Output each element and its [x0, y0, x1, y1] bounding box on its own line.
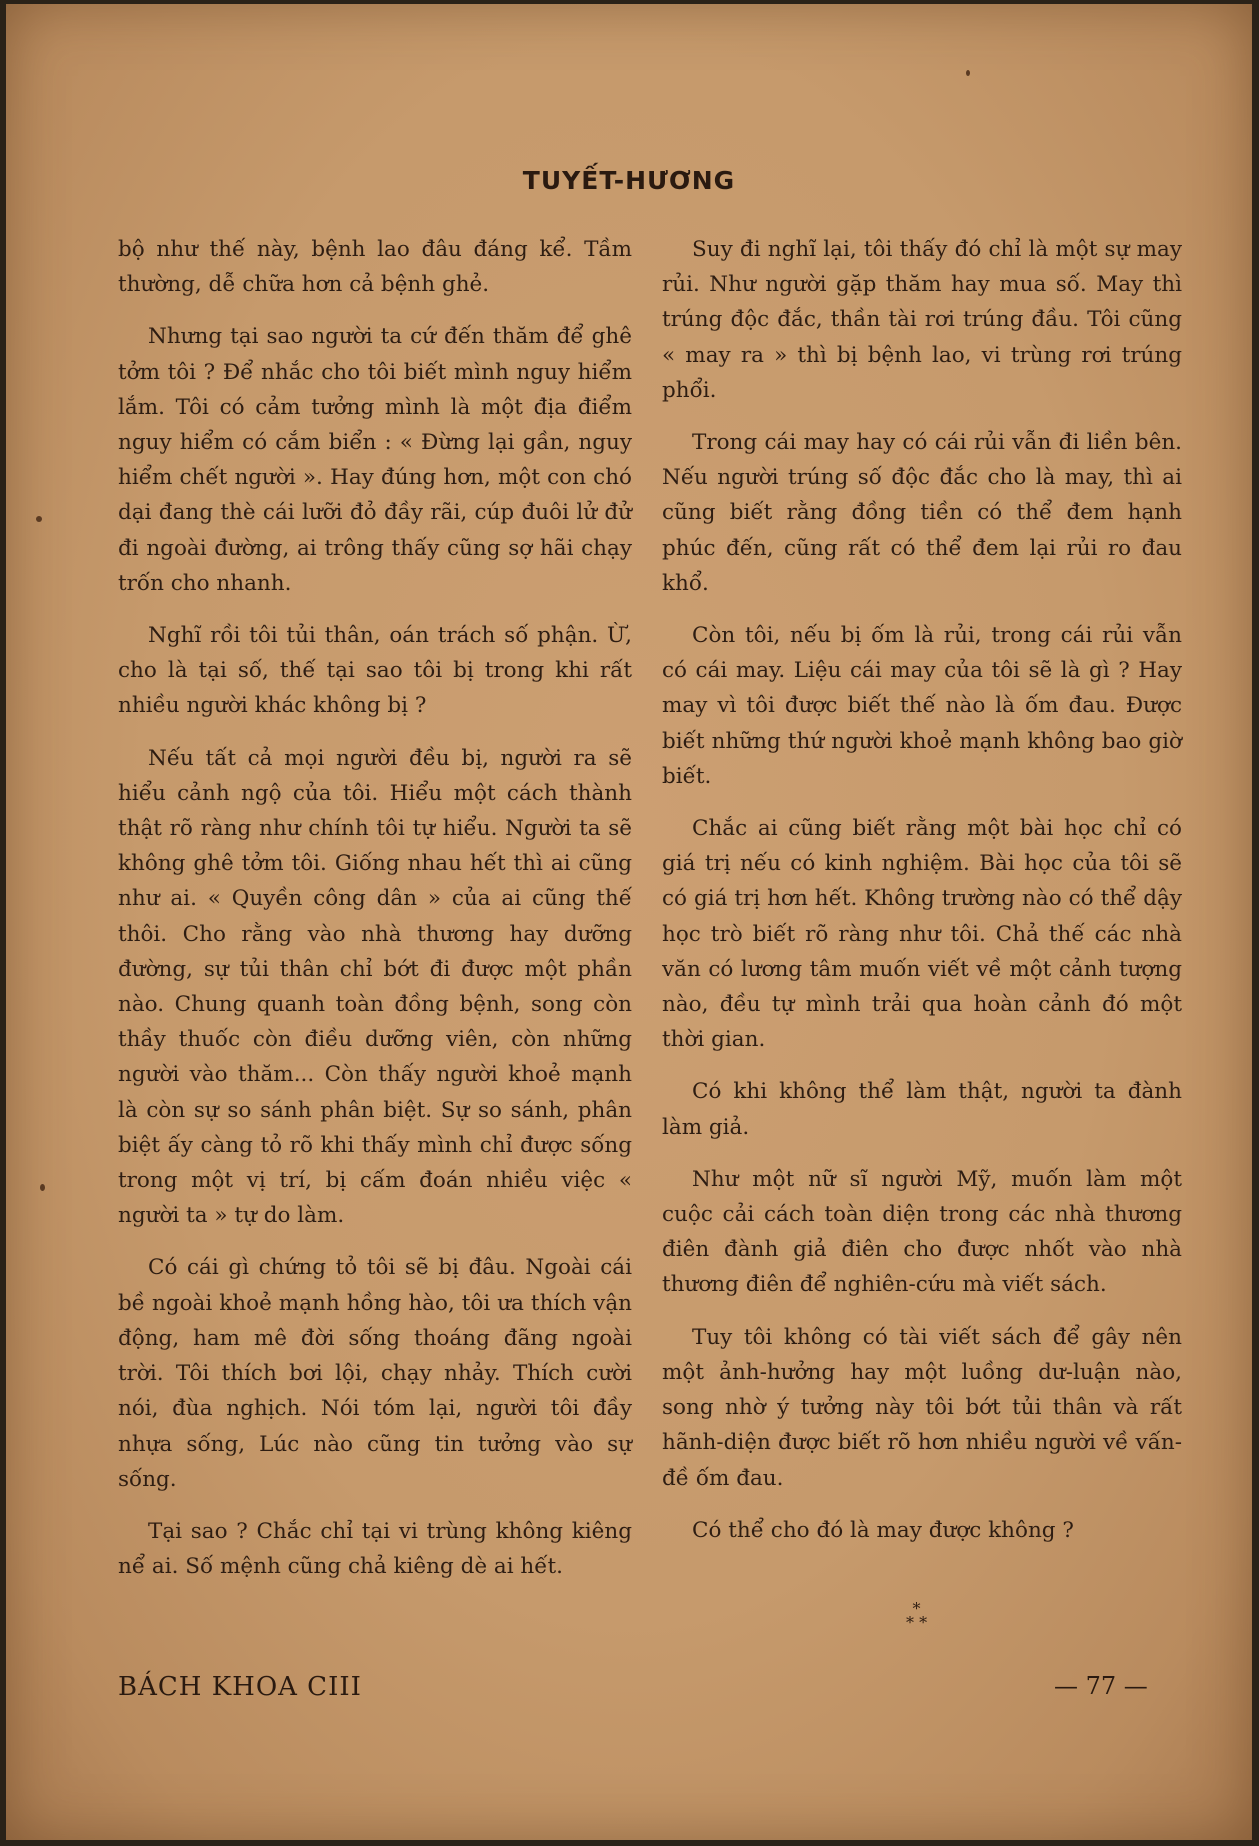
paragraph: Trong cái may hay có cái rủi vẫn đi liền bên. Nếu người trúng số độc đắc cho là may, thì ai cũng biết rằng đồng tiền có thể đem hạnh phúc đến, cũng rất có thể đem lại rủi ro đau khổ.: [662, 430, 1182, 596]
paragraph: Suy đi nghĩ lại, tôi thấy đó chỉ là một sự may rủi. Như người gặp thăm hay mua số. May thì trúng độc đắc, thần tài rơi trúng đầu. Tôi cũng « may ra » thì bị bệnh lao, vi trùng rơi trúng phổi.: [662, 237, 1182, 403]
paper-speck: [966, 70, 970, 76]
magazine-page: [6, 4, 1252, 1840]
paragraph: Nếu tất cả mọi người đều bị, người ra sẽ hiểu cảnh ngộ của tôi. Hiểu một cách thành thật rõ ràng như chính tôi tự hiểu. Người ta sẽ không ghê tởm tôi. Giống nhau hết thì ai cũng như ai. « Quyền công dân » của ai cũng thế thôi. Cho rằng vào nhà thương hay dưỡng đường, sự tủi thân chỉ bớt đi được một phần nào. Chung quanh toàn đồng bệnh, song còn thầy thuốc còn điều dưỡng viên, còn những người vào thăm... Còn thấy người khoẻ mạnh là còn sự so sánh phân biệt. Sự so sánh, phân biệt ấy càng tỏ rõ khi thấy mình chỉ được sống trong một vị trí, bị cấm đoán nhiều việc « người ta » tự do làm.: [118, 745, 632, 1229]
left-column: [118, 232, 632, 1601]
paragraph: Có cái gì chứng tỏ tôi sẽ bị đâu. Ngoài cái bề ngoài khoẻ mạnh hồng hào, tôi ưa thích vận động, ham mê đời sống thoáng đãng ngoài trời. Tôi thích bơi lội, chạy nhảy. Thích cười nói, đùa nghịch. Nói tóm lại, người tôi đầy nhựa sống, Lúc nào cũng tin tưởng vào sự sống.: [118, 1255, 632, 1492]
paragraph: Còn tôi, nếu bị ốm là rủi, trong cái rủi vẫn có cái may. Liệu cái may của tôi sẽ là gì ? Hay may vì tôi được biết thế nào là ốm đau. Được biết những thứ người khoẻ mạnh không bao giờ biết.: [662, 623, 1182, 789]
page-number: — 77 —: [1054, 1672, 1148, 1700]
paragraph: bộ như thế này, bệnh lao đâu đáng kể. Tầm thường, dễ chữa hơn cả bệnh ghẻ.: [118, 237, 632, 298]
paragraph: Nhưng tại sao người ta cứ đến thăm để ghê tởm tôi ? Để nhắc cho tôi biết mình nguy hiểm lắm. Tôi có cảm tưởng mình là một địa điểm nguy hiểm có cắm biển : « Đừng lại gần, nguy hiểm chết người ». Hay đúng hơn, một con chó dại đang thè cái lưỡi đỏ đầy rãi, cúp đuôi lử đử đi ngoài đường, ai trông thấy cũng sợ hãi chạy trốn cho nhanh.: [118, 324, 632, 596]
paragraph: Có khi không thể làm thật, người ta đành làm giả.: [662, 1079, 1182, 1140]
paper-speck: [36, 516, 42, 522]
paragraph: Nghĩ rồi tôi tủi thân, oán trách số phận. Ừ, cho là tại số, thế tại sao tôi bị trong khi rất nhiều người khác không bị ?: [118, 623, 632, 719]
paragraph: Tại sao ? Chắc chỉ tại vi trùng không kiêng nể ai. Số mệnh cũng chả kiêng dè ai hết.: [118, 1518, 632, 1580]
article-title: TUYẾT-HƯƠNG: [522, 166, 736, 195]
paragraph: Tuy tôi không có tài viết sách để gây nên một ảnh-hưởng hay một luồng dư-luận nào, song nhờ ý tưởng này tôi bớt tủi thân và rất hãnh-diện được biết rõ hơn nhiều người về vấn-đề ốm đau.: [662, 1324, 1182, 1491]
right-column: [662, 232, 1182, 1565]
section-break-asterism: * * *: [906, 1599, 928, 1632]
publication-name: BÁCH KHOA CIII: [118, 1672, 362, 1702]
paragraph: Chắc ai cũng biết rằng một bài học chỉ có giá trị nếu có kinh nghiệm. Bài học của tôi sẽ có giá trị hơn hết. Không trường nào có thể dậy học trò biết rõ ràng như tôi. Chả thế các nhà văn có lương tâm muốn viết về một cảnh tượng nào, đều tự mình trải qua hoàn cảnh đó một thời gian.: [662, 816, 1182, 1053]
paragraph: Có thể cho đó là may được không ?: [692, 1517, 1074, 1543]
paragraph: Như một nữ sĩ người Mỹ, muốn làm một cuộc cải cách toàn diện trong các nhà thương điên đành giả điên cho được nhốt vào nhà thương điên để nghiên-cứu mà viết sách.: [662, 1166, 1182, 1298]
paper-speck: [40, 1184, 45, 1191]
